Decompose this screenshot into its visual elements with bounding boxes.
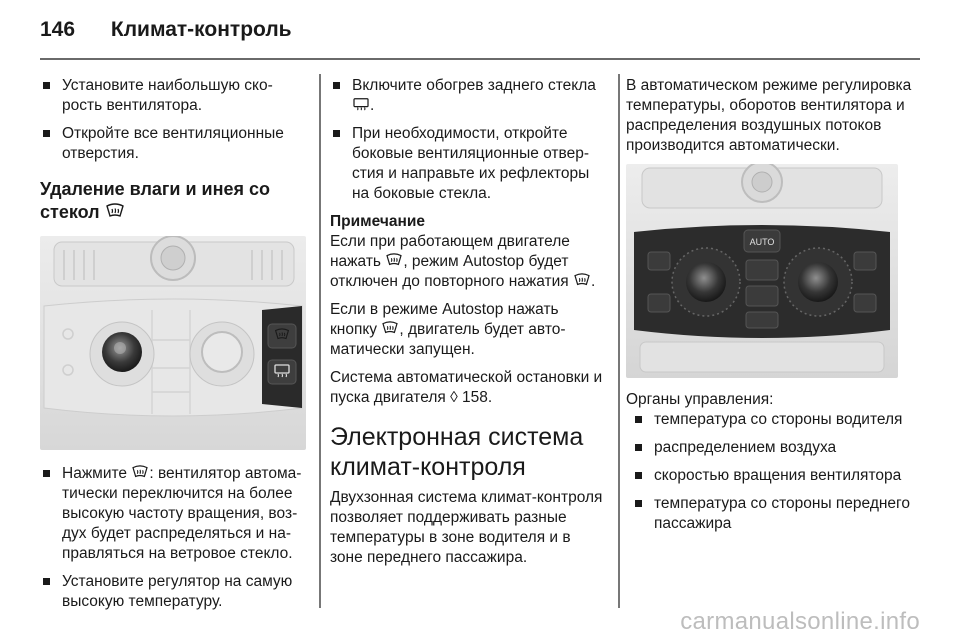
text-fragment: .: [590, 273, 596, 290]
section-paragraph: Двухзонная система климат-контроля позволяет поддерживать разные температуры в зоне водителя и в зоне переднего пассажира.: [330, 489, 603, 566]
header-rule: [40, 58, 920, 60]
list-item: Установите наибольшую скорость вентилятора.: [40, 76, 306, 116]
list-item: [330, 76, 606, 116]
list-item: Установите регулятор на самую высокую температуру.: [40, 572, 306, 612]
list-item: температура со стороны водителя: [632, 410, 924, 430]
page-number: 146: [40, 18, 76, 41]
controls-list: [632, 410, 924, 534]
auto-button-label: AUTO: [749, 237, 775, 247]
fan-knob-icon: [202, 332, 242, 372]
windscreen-defrost-icon: [131, 465, 149, 479]
column-3: [626, 76, 924, 542]
text-fragment: .: [370, 97, 375, 114]
electronic-climate-panel-figure: [626, 164, 898, 378]
list-item: Откройте все вентиляционные отверстия.: [40, 124, 306, 164]
bullet-list-bottom: [40, 464, 306, 612]
manual-climate-panel-figure: [40, 236, 306, 450]
list-item: распределением воздуха: [632, 438, 924, 458]
windscreen-defrost-icon: [573, 273, 591, 287]
windscreen-defrost-icon: [381, 321, 399, 335]
note-label: Примечание: [330, 213, 425, 230]
rear-window-heat-icon: [854, 294, 876, 312]
list-item: температура со стороны переднего пассажира: [632, 494, 924, 534]
column-divider-2: [618, 74, 620, 608]
page-reference-arrow-icon: ◊: [450, 389, 458, 406]
subhead-text: Удаление влаги и инея со стекол: [40, 179, 271, 222]
subhead-defog: [40, 178, 306, 224]
text-fragment: : вентилятор автоматически переключится на более высокую частоту вращения, воздух будет распределяться и направляться на ветровое стекло.: [62, 465, 302, 562]
section-title: Электронная система климат-контроля: [330, 423, 584, 481]
bullet-list: [330, 76, 606, 204]
column-divider-1: [319, 74, 321, 608]
list-item: скоростью вращения вентилятора: [632, 466, 924, 486]
air-recirculation-icon: [854, 252, 876, 270]
text-fragment: Нажмите: [62, 465, 132, 482]
text-fragment: Если при работающем двигателе нажать: [330, 233, 570, 270]
text-fragment: Если в режиме Autostop нажать кнопку: [330, 301, 559, 338]
bullet-list-top: [40, 76, 306, 164]
column-1: [40, 76, 306, 620]
page-header: [40, 18, 292, 42]
page-title: Климат-контроль: [110, 18, 292, 41]
fan-icon: [648, 294, 670, 312]
controls-label: Органы управления:: [626, 391, 774, 408]
seat-heat-icon: [648, 252, 670, 270]
cross-reference: [330, 368, 606, 408]
note-paragraph-1: [330, 232, 606, 292]
text-fragment: Система автоматической остановки и пуска двигателя: [330, 369, 603, 406]
text-fragment: , двигатель будет автоматически запущен.: [330, 321, 566, 358]
intro-paragraph: В автоматическом режиме регулировка температуры, оборотов вентилятора и распределения воздушных потоков производится автоматически.: [626, 77, 912, 154]
rear-window-heat-icon: [352, 97, 370, 111]
watermark: carmanualsonline.info: [680, 608, 920, 635]
windscreen-defrost-icon: [105, 203, 125, 219]
page-reference: 158.: [457, 389, 493, 406]
text-fragment: , режим Autostop будет отключен до повторного нажатия: [330, 253, 573, 290]
column-2: [330, 76, 606, 576]
windscreen-defrost-icon: [385, 253, 403, 267]
text-fragment: Включите обогрев заднего стекла: [352, 77, 596, 94]
list-item: [40, 464, 306, 564]
note-paragraph-2: [330, 300, 606, 360]
list-item: При необходимости, откройте боковые вентиляционные отверстия и направьте их рефлекторы на боковые стекла.: [330, 124, 606, 204]
